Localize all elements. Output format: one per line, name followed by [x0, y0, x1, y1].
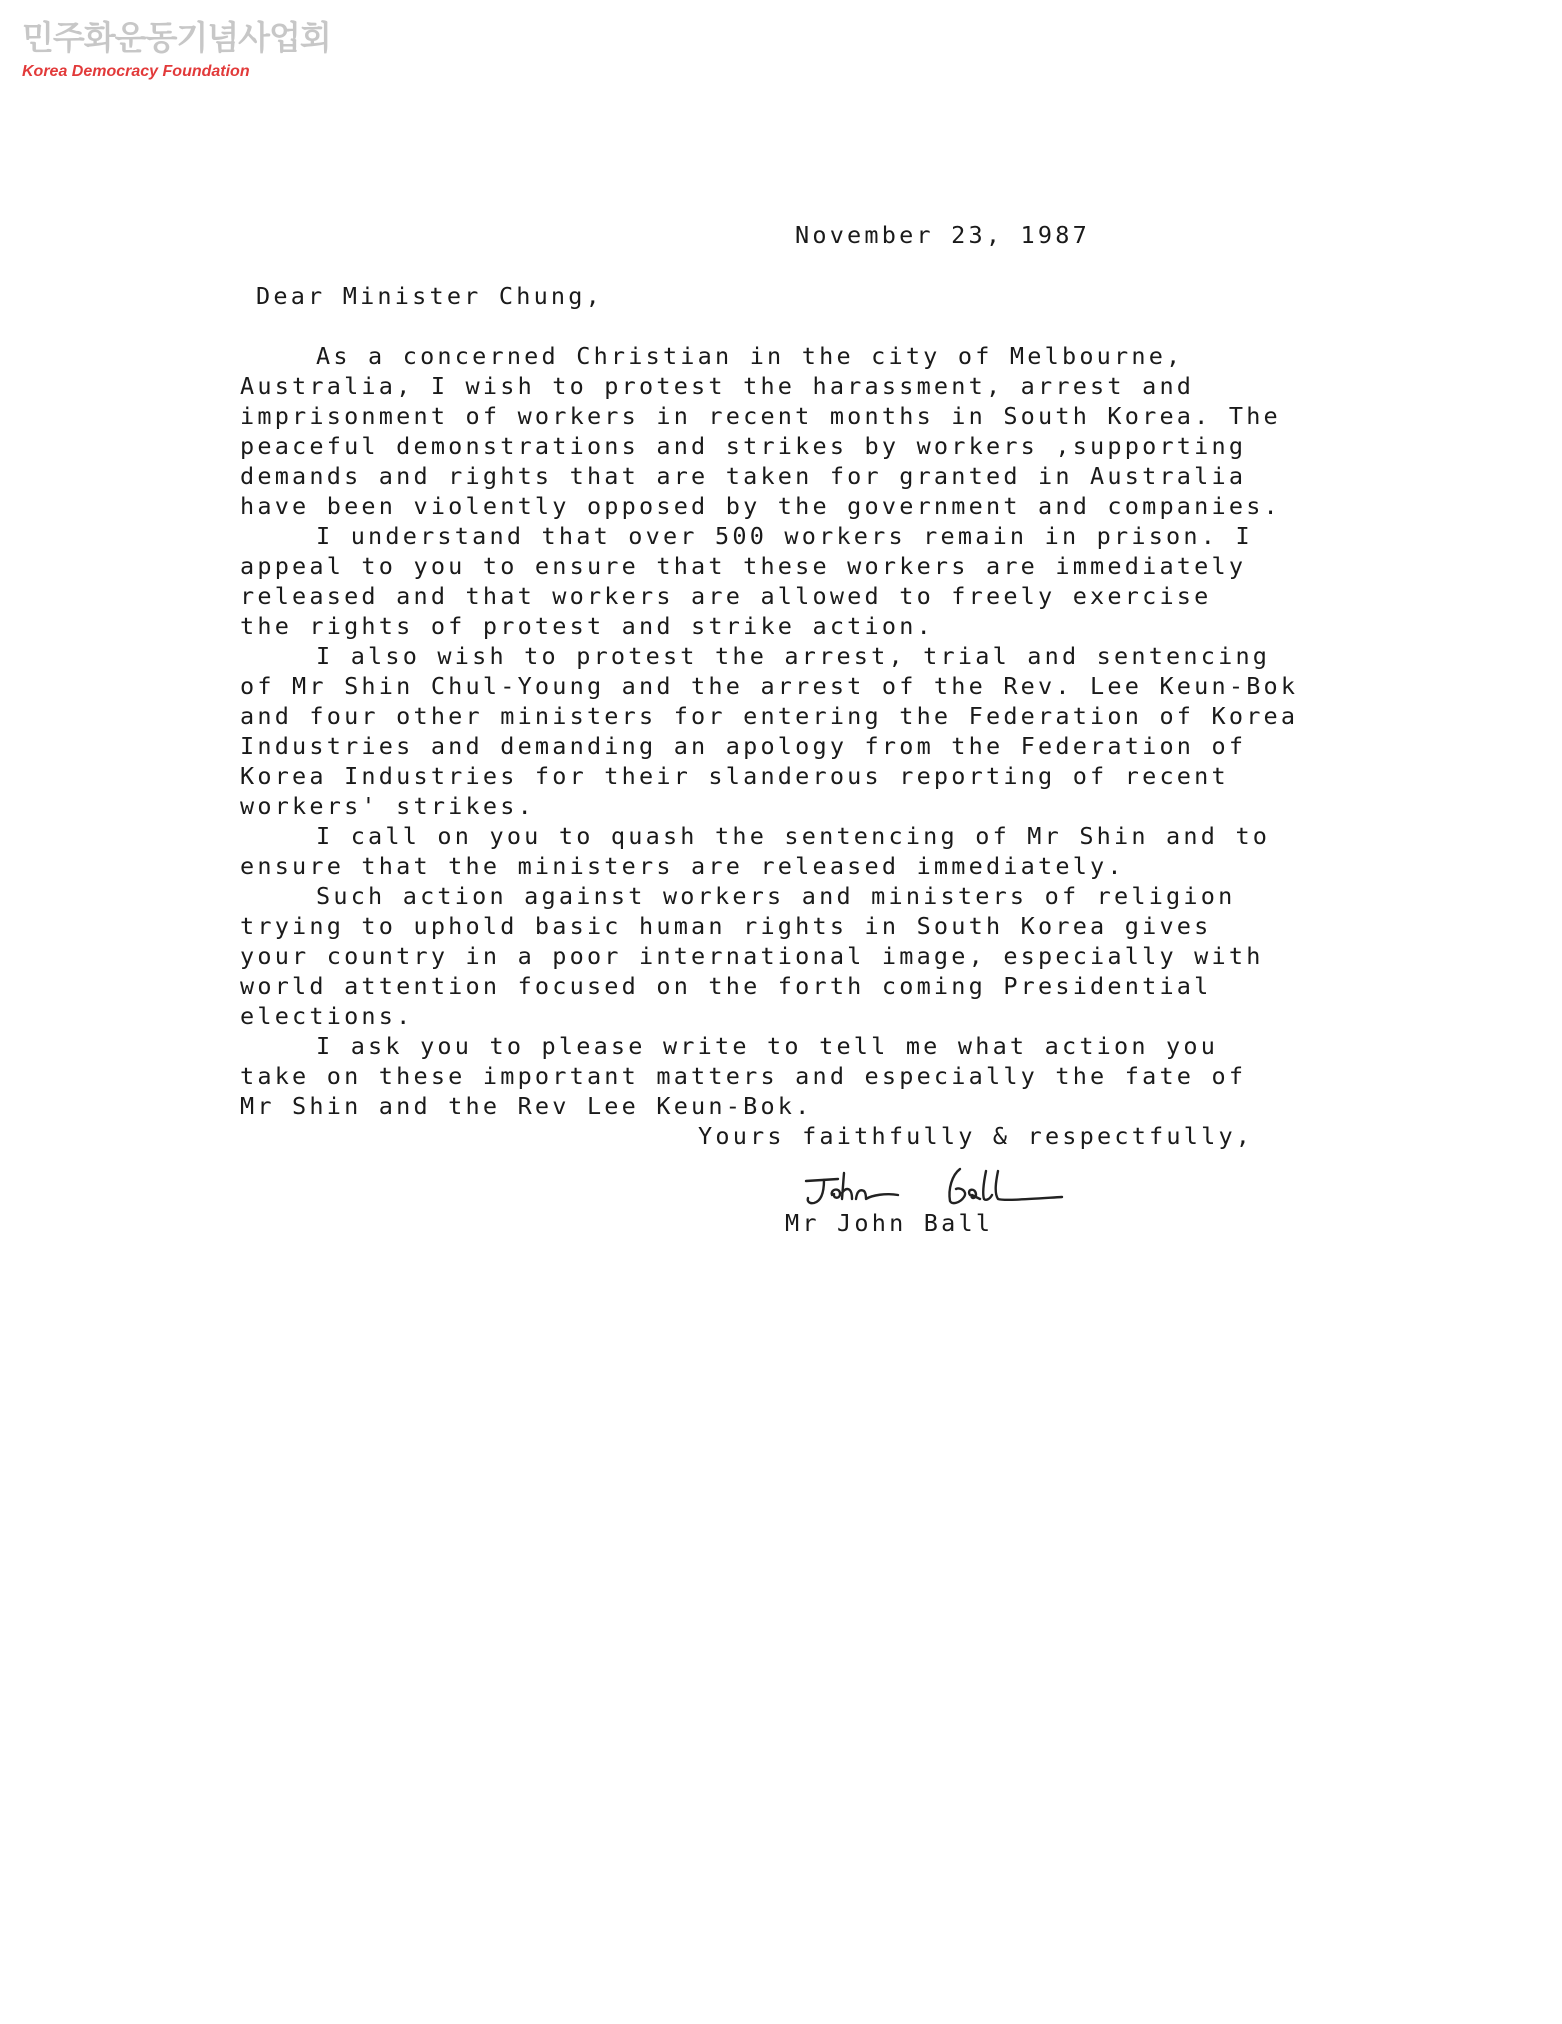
paragraph-line: take on these important matters and especially the fate of — [240, 1062, 1247, 1090]
paragraph-line: I understand that over 500 workers remain in prison. I — [316, 522, 1253, 550]
watermark-korean-text: 민주화운동기념사업회 — [22, 18, 331, 57]
paragraph-line: the rights of protest and strike action. — [240, 612, 934, 640]
letter-date: November 23, 1987 — [795, 221, 1090, 249]
paragraph-line: have been violently opposed by the government and companies. — [240, 492, 1281, 520]
paragraph-line: demands and rights that are taken for granted in Australia — [240, 462, 1247, 490]
paragraph-line: I also wish to protest the arrest, trial and sentencing — [316, 642, 1271, 670]
watermark-english-text: Korea Democracy Foundation — [22, 63, 250, 80]
letter-closing: Yours faithfully & respectfully, — [698, 1122, 1254, 1150]
paragraph-line: Industries and demanding an apology from the Federation of — [240, 732, 1247, 760]
paragraph-line: imprisonment of workers in recent months in South Korea. The — [240, 402, 1281, 430]
paragraph-line: I ask you to please write to tell me what action you — [316, 1032, 1219, 1060]
paragraph-line: peaceful demonstrations and strikes by workers ,supporting — [240, 432, 1247, 460]
signer-name: Mr John Ball — [785, 1209, 994, 1237]
paragraph-line: trying to uphold basic human rights in South Korea gives — [240, 912, 1212, 940]
paragraph-line: your country in a poor international image, especially with — [240, 942, 1264, 970]
paragraph-line: of Mr Shin Chul-Young and the arrest of the Rev. Lee Keun-Bok — [240, 672, 1299, 700]
watermark-logo — [22, 18, 331, 82]
letter-salutation: Dear Minister Chung, — [256, 282, 603, 310]
paragraph-line: ensure that the ministers are released immediately. — [240, 852, 1125, 880]
paragraph-line: Australia, I wish to protest the harassment, arrest and — [240, 372, 1195, 400]
paragraph-line: released and that workers are allowed to freely exercise — [240, 582, 1212, 610]
paragraph-line: As a concerned Christian in the city of Melbourne, — [316, 342, 1184, 370]
paragraph-line: appeal to you to ensure that these workers are immediately — [240, 552, 1247, 580]
paragraph-line: Mr Shin and the Rev Lee Keun-Bok. — [240, 1092, 813, 1120]
paragraph-line: I call on you to quash the sentencing of Mr Shin and to — [316, 822, 1271, 850]
paragraph-line: world attention focused on the forth coming Presidential — [240, 972, 1212, 1000]
paragraph-line: Korea Industries for their slanderous reporting of recent — [240, 762, 1229, 790]
paragraph-line: elections. — [240, 1002, 414, 1030]
paragraph-line: workers' strikes. — [240, 792, 535, 820]
paragraph-line: Such action against workers and ministers of religion — [316, 882, 1236, 910]
paragraph-line: and four other ministers for entering the Federation of Korea — [240, 702, 1299, 730]
